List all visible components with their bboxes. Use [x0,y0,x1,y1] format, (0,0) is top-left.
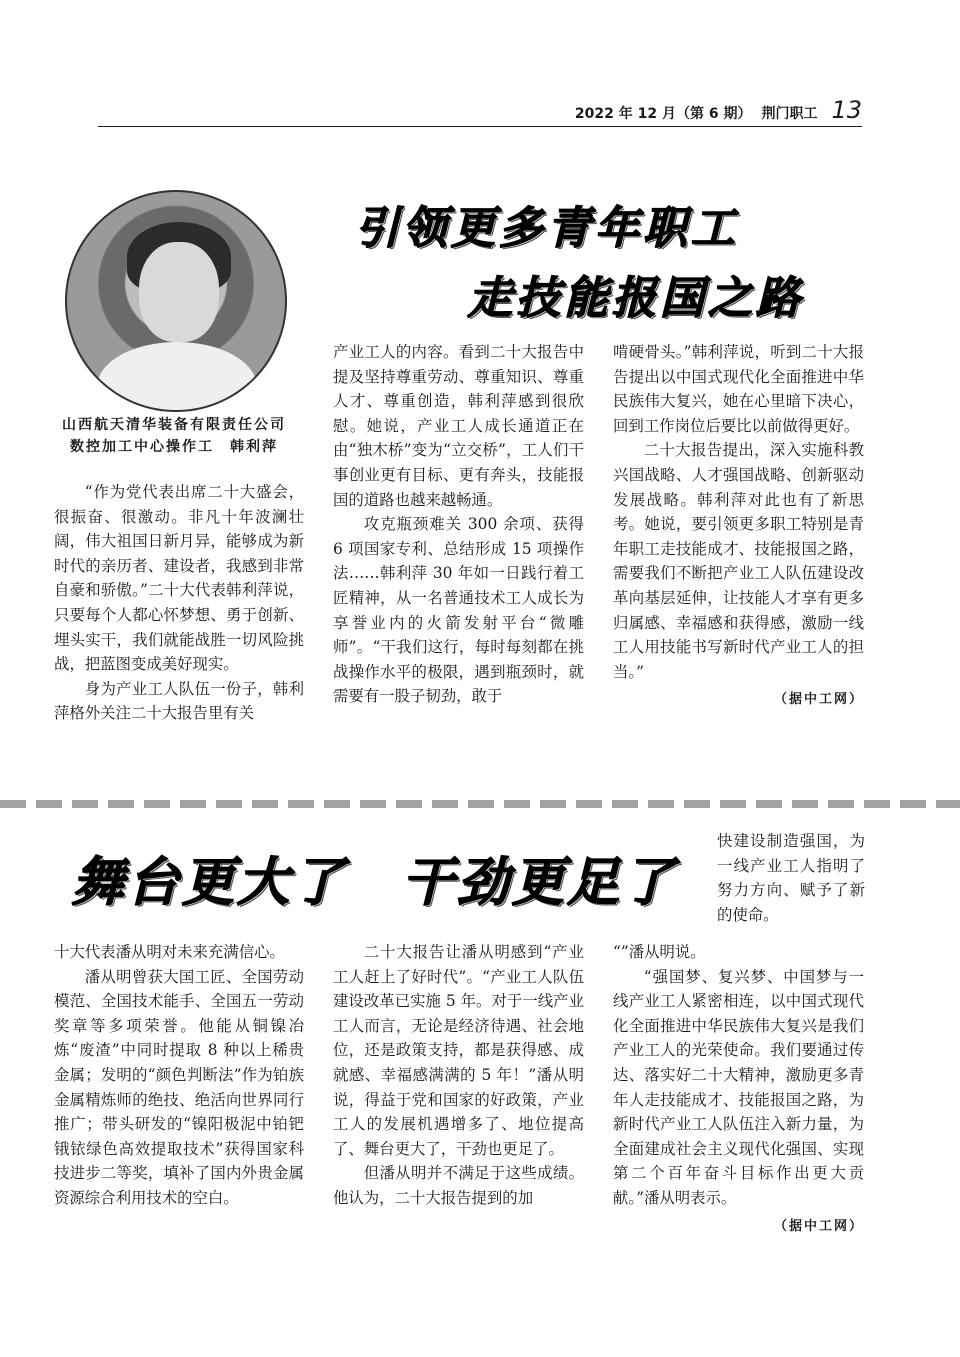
paragraph: 产业工人的内容。看到二十大报告中提及坚持尊重劳动、尊重知识、尊重人才、尊重创造，韩利萍感到很欣慰。她说，产业工人成长通道正在由“独木桥”变为“立交桥”，工人们干事创业更有目标、更有奔头，技能报国的道路也越来越畅通。 [333,343,584,509]
page-header [500,96,862,126]
page-number: 13 [831,96,862,124]
caption-person: 数控加工中心操作工 韩利萍 [70,439,278,455]
article1-title-line1: 引领更多青年职工 [355,203,739,254]
article1-column-2 [333,340,584,709]
article1-source: （据中工网） [773,692,864,708]
portrait-face [139,242,219,342]
article1-column-3 [613,340,864,713]
article2-column-3-top [717,829,865,927]
section-divider [0,800,960,808]
article2-column-1 [54,940,304,1211]
article2-title: 舞台更大了 干劲更足了 [72,852,678,913]
article1-title-line2: 走技能报国之路 [468,273,804,324]
paragraph: “”潘从明说。 [613,943,706,961]
paragraph: 潘从明曾获大国工匠、全国劳动模范、全国技术能手、全国五一劳动奖章等多项荣誉。他能从铜镍冶炼“废渣”中同时提取 8 种以上稀贵金属；发明的“颜色判断法”作为铂族金属精炼师的绝技、绝活向世界同行推广；带头研发的“镍阳极泥中铂钯锇铱绿色高效提取技术”获得国家科技进步二等奖，填补了国内外贵金属资源综合利用技术的空白。 [54,967,304,1207]
paragraph: 二十大报告让潘从明感到“产业工人赶上了好时代”。“产业工人队伍建设改革已实施 5 年。对于一线产业工人而言，无论是经济待遇、社会地位，还是政策支持，都是获得感、成就感、幸福感满满的 5 年！”潘从明说，得益于党和国家的好政策，产业工人的发展机遇增多了、地位提高了、舞台更大了，干劲也更足了。 [333,943,584,1158]
header-rule [98,126,862,127]
article1-column-1 [54,480,304,726]
paragraph: 攻克瓶颈难关 300 余项、获得 6 项国家专利、总结形成 15 项操作法……韩利萍 30 年如一日践行着工匠精神，从一名普通技术工人成长为享誉业内的火箭发射平台“微雕师”。“干我们这行，每时每刻都在挑战操作水平的极限，遇到瓶颈时，就需要有一股子韧劲，敢于 [333,515,584,706]
paragraph: “强国梦、复兴梦、中国梦与一线产业工人紧密相连，以中国式现代化全面推进中华民族伟大复兴是我们产业工人的光荣使命。我们要通过传达、落实好二十大精神，激励更多青年人走技能成才、技能报国之路，为新时代产业工人队伍注入新力量，为全面建成社会主义现代化强国、实现第二个百年奋斗目标作出更大贡献。”潘从明表示。 [613,967,864,1207]
article2-source: （据中工网） [773,1218,864,1234]
paragraph: 二十大报告提出，深入实施科教兴国战略、人才强国战略、创新驱动发展战略。韩利萍对此也有了新思考。她说，要引领更多职工特别是青年职工走技能成才、技能报国之路，需要我们不断把产业工人队伍建设改革向基层延伸，让技能人才享有更多归属感、幸福感和获得感，激励一线工人用技能书写新时代产业工人的担当。” [613,441,864,681]
portrait-photo [65,190,287,412]
paragraph: 身为产业工人队伍一份子，韩利萍格外关注二十大报告里有关 [54,679,304,723]
paragraph: 快建设制造强国，为一线产业工人指明了努力方向、赋予了新的使命。 [717,832,865,924]
paragraph: 但潘从明并不满足于这些成绩。他认为，二十大报告提到的加 [333,1164,584,1207]
caption-company: 山西航天清华装备有限责任公司 [62,417,286,433]
journal-name: 荆门职工 [761,106,818,122]
portrait-body [97,342,257,412]
article2-column-3 [613,940,864,1239]
paragraph: 啃硬骨头。”韩利萍说，听到二十大报告提出以中国式现代化全面推进中华民族伟大复兴，她在心里暗下决心，回到工作岗位后要比以前做得更好。 [613,343,864,435]
paragraph: “作为党代表出席二十大盛会，很振奋、很激动。非凡十年波澜壮阔，伟大祖国日新月异，能够成为新时代的亲历者、建设者，我感到非常自豪和骄傲。”二十大代表韩利萍说，只要每个人都心怀梦想、勇于创新、埋头实干，我们就能战胜一切风险挑战，把蓝图变成美好现实。 [54,483,304,674]
photo-caption [46,414,302,458]
issue-date: 2022 年 12 月（第 6 期） [574,106,752,122]
article2-column-2 [333,940,584,1211]
paragraph: 十大代表潘从明对未来充满信心。 [54,943,285,961]
